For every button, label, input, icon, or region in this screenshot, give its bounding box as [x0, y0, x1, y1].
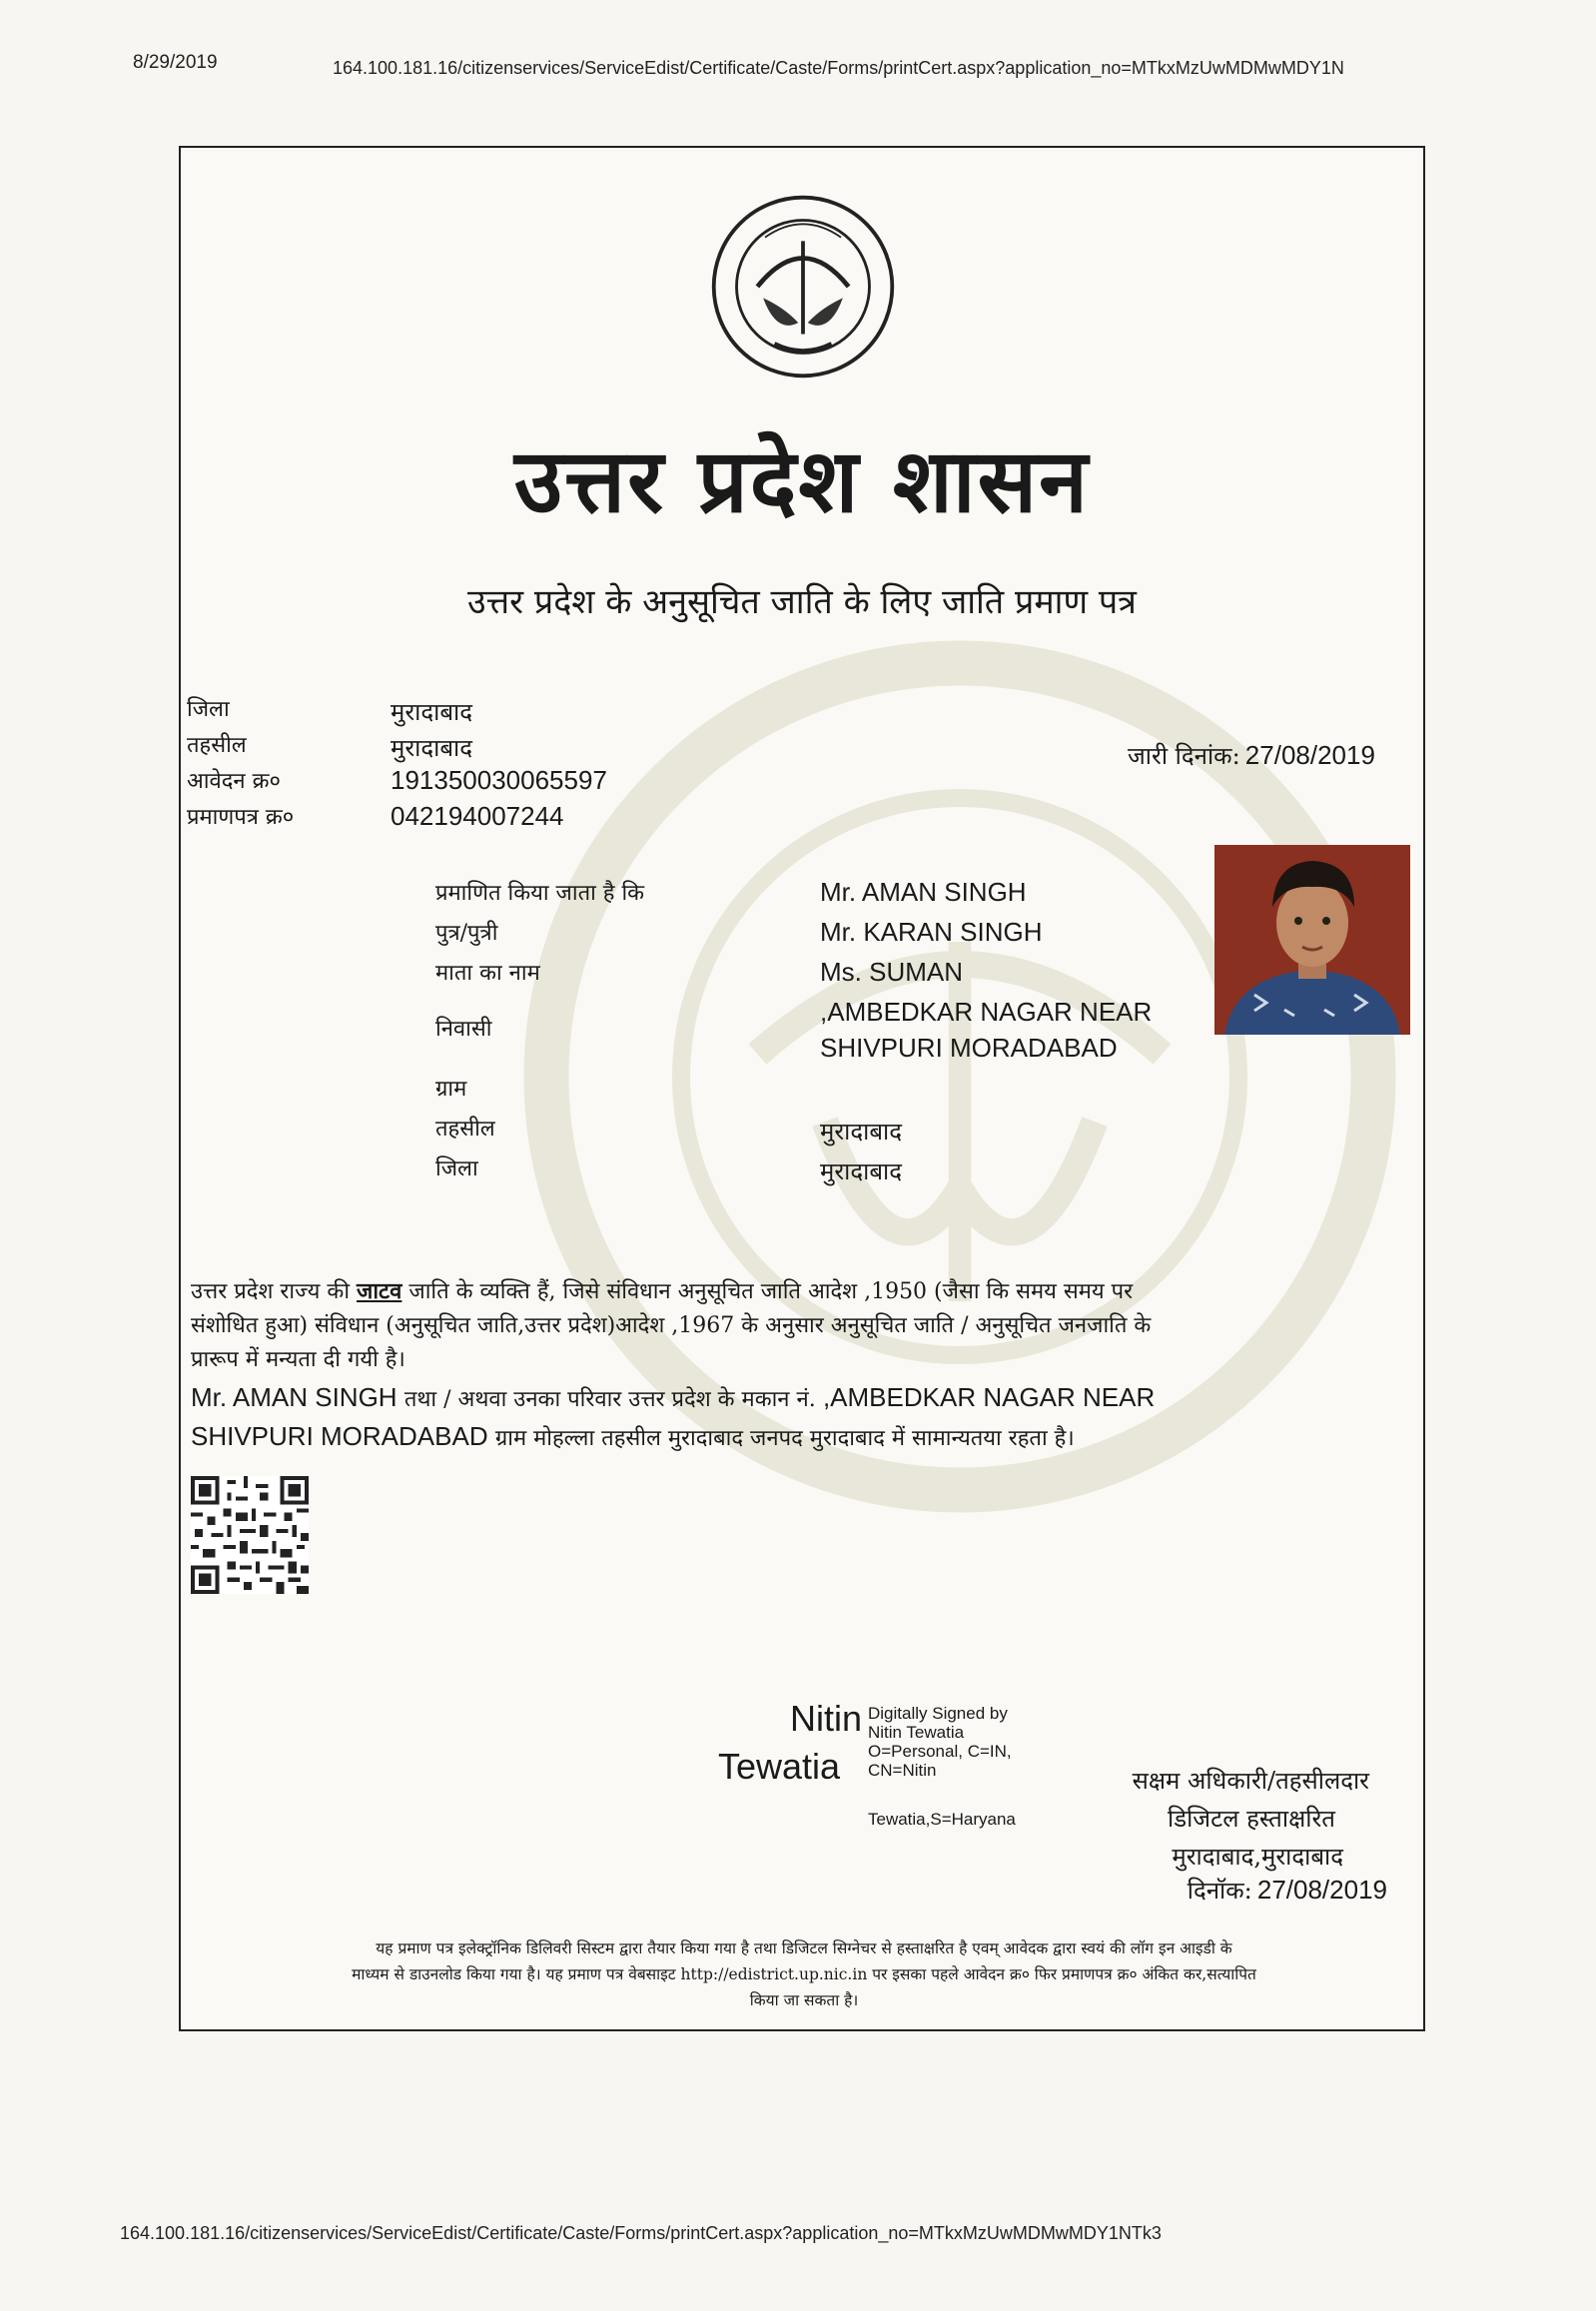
detail-value-resident-line1: ,AMBEDKAR NAGAR NEAR	[820, 997, 1153, 1027]
residence-name: Mr. AMAN SINGH	[191, 1382, 398, 1412]
detail-value-name: Mr. AMAN SINGH	[820, 877, 1027, 907]
detail-label-tehsil: तहसील	[435, 1117, 495, 1142]
detail-label-resident: निवासी	[435, 1017, 492, 1042]
detail-value-mother: Ms. SUMAN	[820, 957, 963, 987]
meta-value-district: मुरादाबाद	[391, 698, 473, 726]
footer-line2: माध्यम से डाउनलोड किया गया है। यह प्रमाण पत्र वेबसाइट http://edistrict.up.nic.in पर इसका पहले आवेदन क्र० फिर प्रमाणपत्र क्र० अंकित कर,सत्यापित	[352, 1965, 1256, 1983]
detail-value-district: मुरादाबाद	[820, 1157, 903, 1185]
detail-value-resident-line2: SHIVPURI MORADABAD	[820, 1033, 1118, 1063]
meta-label-tehsil: तहसील	[187, 733, 247, 758]
detail-label-son-of: पुत्र/पुत्री	[435, 921, 498, 946]
signature-line2: Nitin Tewatia	[868, 1723, 965, 1742]
signature-line4: CN=Nitin	[868, 1761, 937, 1780]
signature-name-first: Nitin	[790, 1698, 863, 1739]
issue-date-label: जारी दिनांक:	[1128, 742, 1240, 770]
caste-statement-part1: उत्तर प्रदेश राज्य की	[191, 1279, 351, 1304]
signature-line1: Digitally Signed by	[868, 1704, 1008, 1723]
signature-details	[868, 1704, 1012, 1780]
meta-label-district: जिला	[187, 697, 230, 722]
detail-label-district: जिला	[435, 1156, 478, 1181]
issue-date-value: 27/08/2019	[1244, 740, 1375, 770]
caste-statement-part2: जाति के व्यक्ति हैं, जिसे संविधान अनुसूचित जाति आदेश ,1950 (जैसा कि समय समय पर	[408, 1279, 1134, 1304]
residence-part1: तथा / अथवा उनका परिवार उत्तर प्रदेश के मकान नं.	[403, 1387, 816, 1412]
meta-value-tehsil: मुरादाबाद	[391, 734, 473, 762]
detail-value-father: Mr. KARAN SINGH	[820, 917, 1043, 947]
detail-label-mother: माता का नाम	[435, 961, 540, 986]
officer-date-label: दिनॉक:	[1187, 1877, 1252, 1905]
residence-address2: SHIVPURI MORADABAD	[191, 1421, 488, 1451]
meta-value-application-no: 191350030065597	[391, 765, 607, 795]
caste-name: जाटव	[357, 1278, 402, 1304]
page-url-bottom: 164.100.181.16/citizenservices/ServiceEdist/Certificate/Caste/Forms/printCert.aspx?application_no=MTkxMzUwMDMwMDY1NTk3	[120, 2223, 1162, 2243]
signature-line3: O=Personal, C=IN,	[868, 1742, 1012, 1761]
applicant-photo	[1214, 845, 1410, 1035]
certificate-footer-note	[195, 1935, 1413, 2013]
caste-statement	[191, 1274, 1349, 1377]
officer-date-value: 27/08/2019	[1256, 1875, 1387, 1905]
footer-line1: यह प्रमाण पत्र इलेक्ट्रॉनिक डिलिवरी सिस्टम द्वारा तैयार किया गया है तथा डिजिटल सिग्नेचर से हस्ताक्षरित है एवम् आवेदक द्वारा स्वयं की लॉग इन आइडी के	[376, 1939, 1232, 1957]
meta-value-certificate-no: 042194007244	[391, 801, 564, 831]
detail-label-certified: प्रमाणित किया जाता है कि	[435, 881, 645, 906]
caste-statement-part3: संशोधित हुआ) संविधान (अनुसूचित जाति,उत्तर प्रदेश)आदेश ,1967 के अनुसार अनुसूचित जाति / अनुसूचित जनजाति के	[191, 1313, 1152, 1338]
up-state-emblem-icon	[708, 192, 898, 382]
officer-digital-signed: डिजिटल हस्ताक्षरित	[1168, 1805, 1335, 1833]
meta-label-certificate-no: प्रमाणपत्र क्र०	[187, 805, 295, 830]
residence-address1: ,AMBEDKAR NAGAR NEAR	[822, 1382, 1156, 1412]
caste-statement-part4: प्रारूप में मन्यता दी गयी है।	[191, 1347, 405, 1372]
residence-part2: ग्राम मोहल्ला तहसील मुरादाबाद जनपद मुरादाबाद में सामान्यतया रहता है।	[494, 1426, 1075, 1451]
issue-date	[1128, 739, 1375, 772]
footer-line3: किया जा सकता है।	[749, 1991, 859, 2009]
detail-value-tehsil: मुरादाबाद	[820, 1118, 903, 1146]
page-url-top: 164.100.181.16/citizenservices/ServiceEdist/Certificate/Caste/Forms/printCert.aspx?application_no=MTkxMzUwMDMwMDY1N	[333, 58, 1344, 78]
certificate-title: उत्तर प्रदेश शासन	[514, 428, 1090, 532]
certificate-frame	[179, 146, 1425, 2031]
residence-statement	[191, 1378, 1349, 1456]
officer-location: मुरादाबाद,मुरादाबाद	[1172, 1843, 1343, 1871]
signature-line5: Tewatia,S=Haryana	[868, 1810, 1016, 1829]
meta-label-application-no: आवेदन क्र०	[187, 769, 281, 794]
officer-designation: सक्षम अधिकारी/तहसीलदार	[1132, 1767, 1369, 1795]
certificate-subtitle: उत्तर प्रदेश के अनुसूचित जाति के लिए जाति प्रमाण पत्र	[467, 582, 1137, 622]
officer-date	[1188, 1874, 1387, 1907]
detail-label-village: ग्राम	[435, 1077, 467, 1102]
print-date: 8/29/2019	[133, 52, 218, 73]
qr-code	[191, 1476, 309, 1594]
signature-name-last: Tewatia	[718, 1746, 841, 1787]
